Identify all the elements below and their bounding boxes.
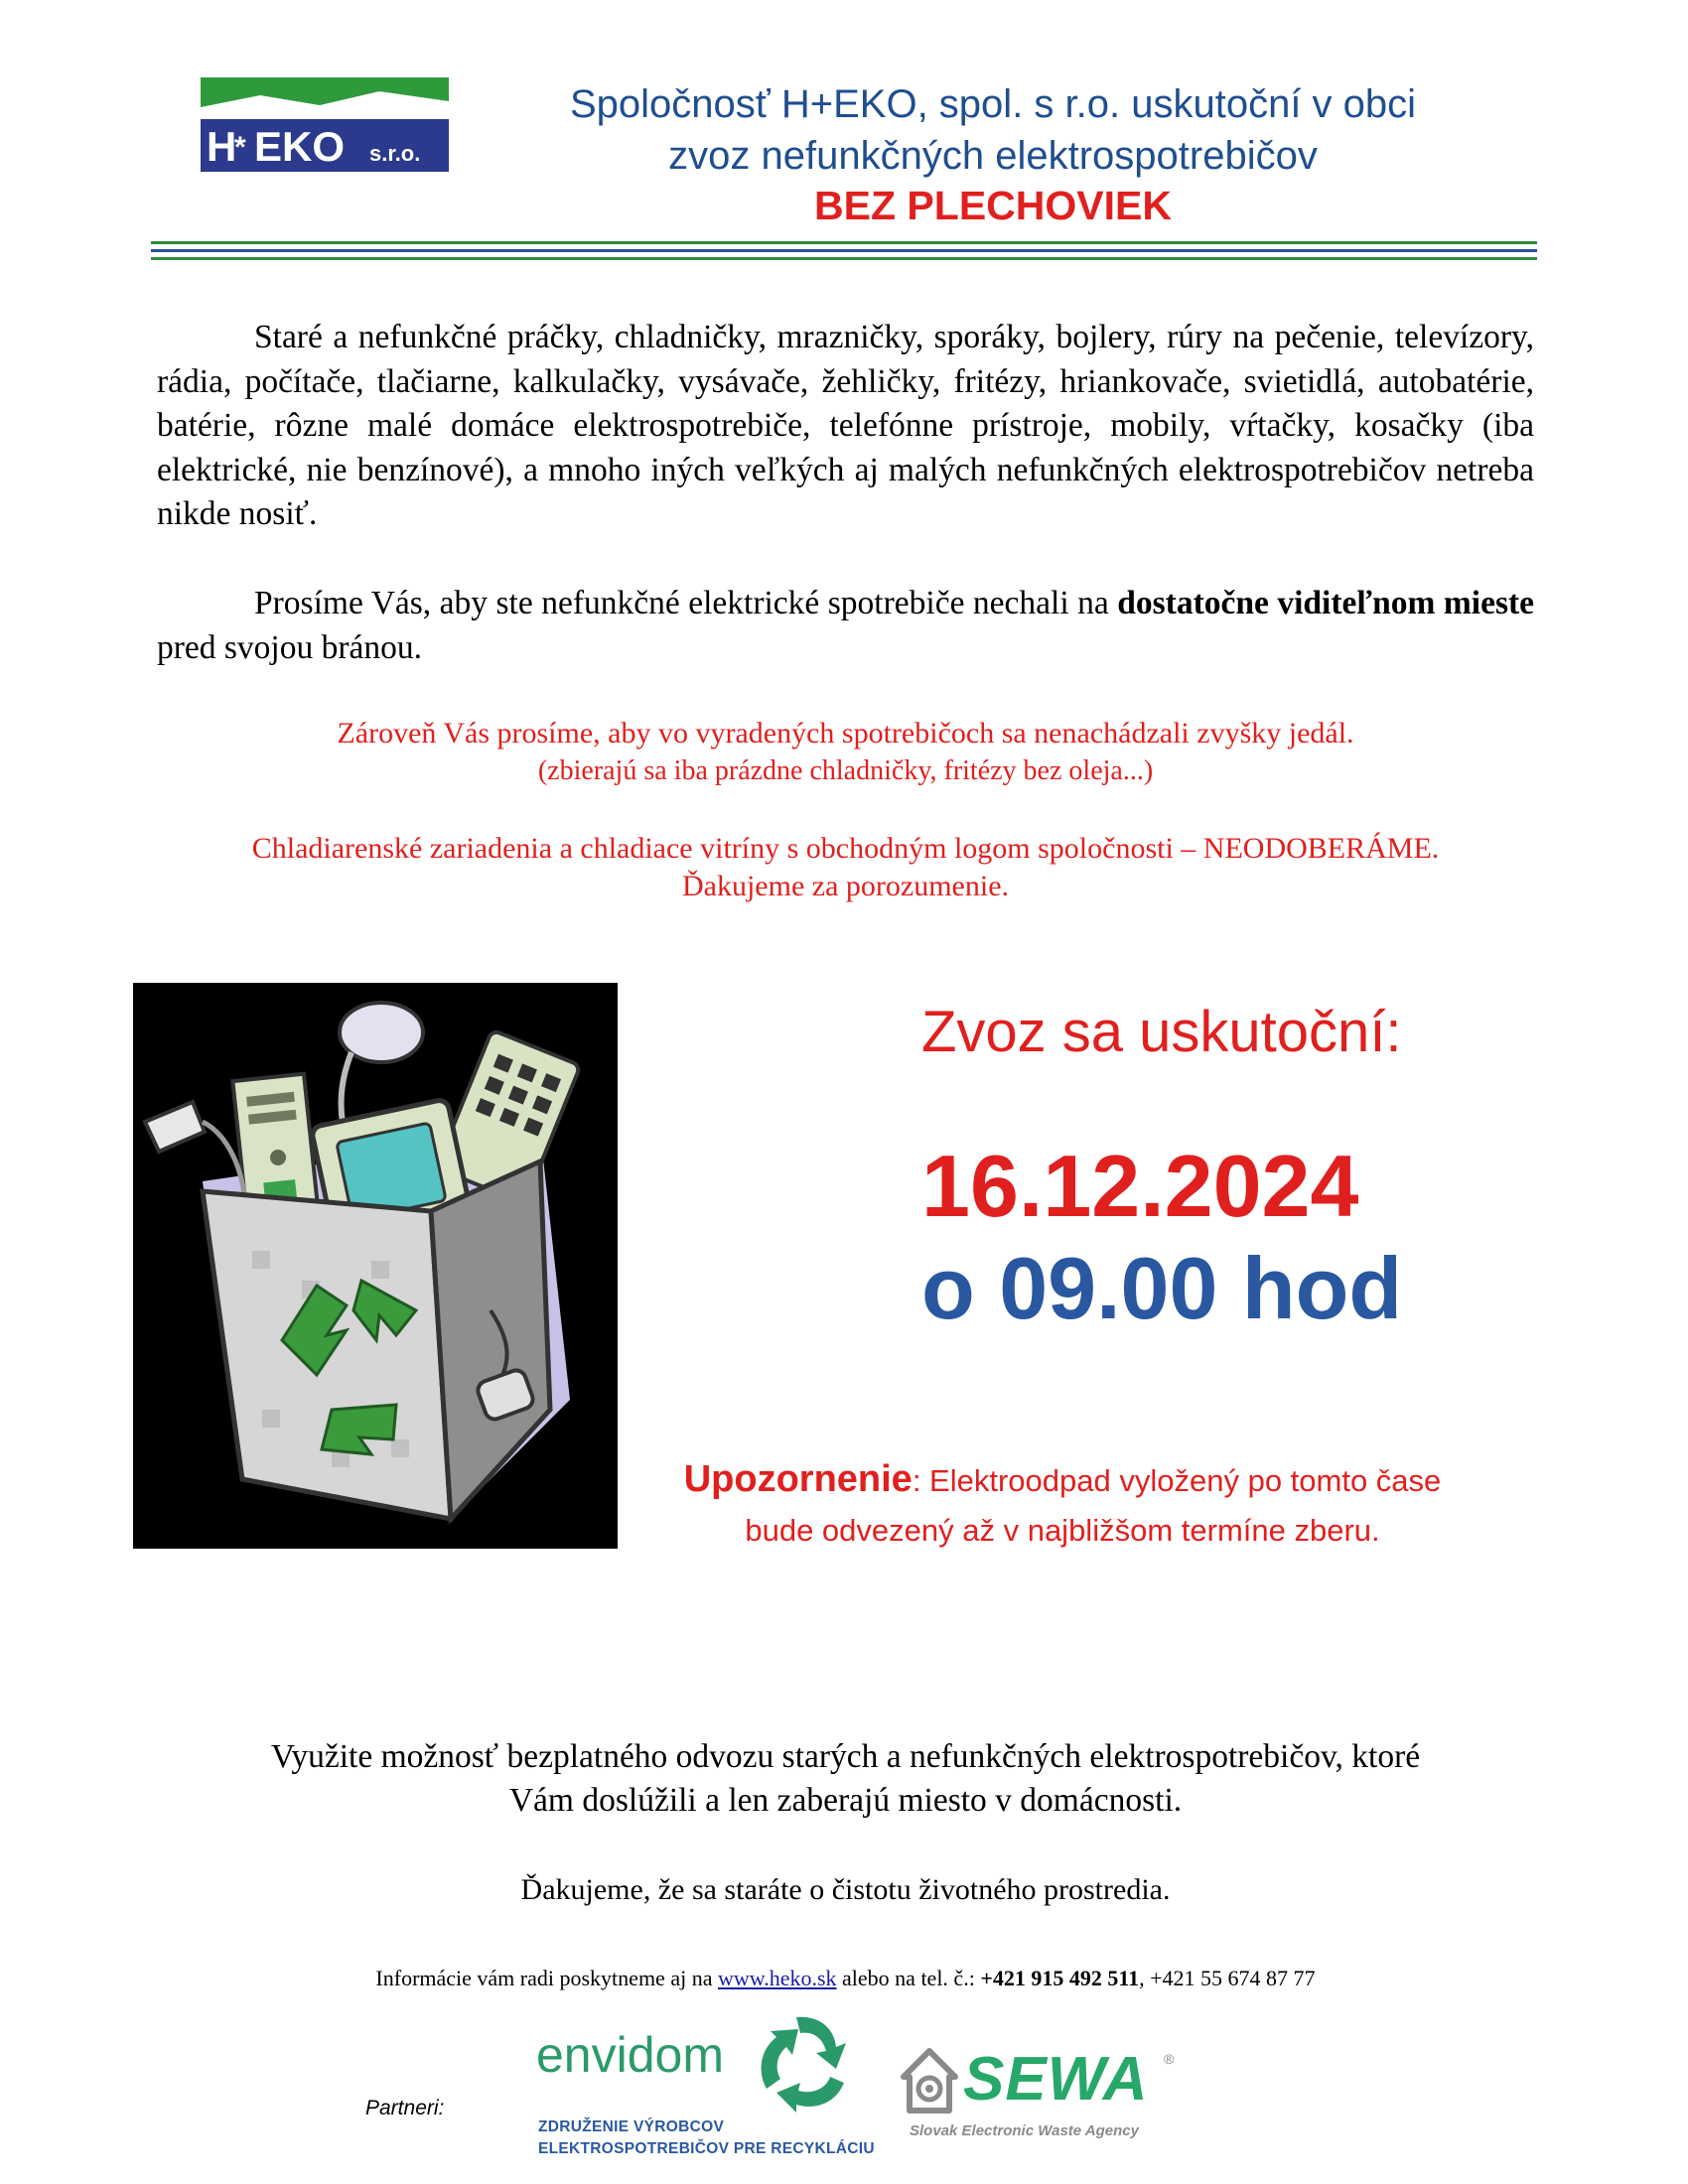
svg-text:s.r.o.: s.r.o.: [369, 141, 421, 166]
sewa-house-icon: [900, 2047, 959, 2116]
header-rule-blue: [151, 249, 1537, 252]
note-thanks: Ďakujeme za porozumenie.: [681, 870, 1010, 902]
contact-info: [157, 1964, 1534, 1993]
closing-line-2: Vám doslúžili a len zaberajú miesto v domácnosti.: [508, 1782, 1183, 1819]
envidom-subtitle-2: ELEKTROSPOTREBIČOV PRE RECYKLÁCIU: [538, 2140, 875, 2157]
closing-thanks: Ďakujeme, že sa staráte o čistotu životného prostredia.: [520, 1873, 1171, 1906]
contact-prefix: Informácie vám radi poskytneme aj na: [375, 1966, 718, 1990]
header-line-3: BEZ PLECHOVIEK: [814, 183, 1172, 228]
sewa-subtitle: Slovak Electronic Waste Agency: [910, 2122, 1139, 2139]
paragraph-request-bold: dostatočne viditeľnom mieste: [1117, 585, 1535, 621]
contact-middle: alebo na tel. č.:: [836, 1966, 981, 1990]
paragraph-request: [157, 582, 1534, 670]
closing-line-1: Využite možnosť bezplatného odvozu starých a nefunkčných elektrospotrebičov, ktoré: [270, 1738, 1421, 1775]
note-food-remains: Zároveň Vás prosíme, aby vo vyradených spotrebičoch sa nenachádzali zvyšky jedál.: [337, 717, 1354, 750]
header-rule-green-top: [151, 241, 1537, 244]
contact-phone-1: +421 915 492 511: [980, 1966, 1140, 1990]
svg-text:*: *: [234, 131, 246, 164]
paragraph-request-end: pred svojou bránou.: [157, 628, 423, 666]
header-line-2: zvoz nefunkčných elektrospotrebičov: [668, 134, 1318, 178]
sewa-registered-mark: ®: [1164, 2051, 1175, 2067]
sewa-logo-text: SEWA: [963, 2045, 1149, 2114]
warning-line-1: [635, 1454, 1489, 1506]
paragraph-appliances-text: Staré a nefunkčné práčky, chladničky, mrazničky, sporáky, bojlery, rúry na pečenie, televízory, rádia, počítače, tlačiarne, kalkulačky, vysávače, žehličky, fritézy, hriankovače, svietidlá, autobatérie, batérie, rôzne malé domáce elektrospotrebiče, telefónne prístroje, mobily, vŕtačky, kosačky (iba elektrické, nie benzínové), a mnoho iných veľkých aj malých nefunkčných elektrospotrebičov netreba nikde nosiť.: [157, 319, 1534, 532]
paragraph-appliances: [157, 316, 1534, 537]
header-line-1: Spoločnosť H+EKO, spol. s r.o. uskutoční v obci: [569, 82, 1417, 126]
contact-phone-2: , +421 55 674 87 77: [1139, 1966, 1316, 1990]
note-not-collected: Chladiarenské zariadenia a chladiace vitríny s obchodným logom spoločnosti – NEODOBERÁME.: [251, 832, 1440, 865]
schedule-date: 16.12.2024: [921, 1137, 1359, 1235]
heko-logo: [201, 77, 449, 172]
schedule-time: o 09.00 hod: [921, 1239, 1403, 1337]
partners-label: Partneri:: [365, 2097, 445, 2119]
svg-text:EKO: EKO: [254, 123, 346, 170]
warning-block: [635, 1454, 1489, 1556]
warning-text-1: : Elektroodpad vyložený po tomto čase: [912, 1463, 1442, 1498]
note-empty-only: (zbierajú sa iba prázdne chladničky, fritézy bez oleja...): [537, 755, 1154, 786]
paragraph-request-start: Prosíme Vás, aby ste nefunkčné elektrické spotrebiče nechali na: [254, 585, 1118, 621]
ewaste-bin-illustration: [133, 983, 618, 1549]
warning-label: Upozornenie: [683, 1458, 913, 1500]
warning-text-2: bude odvezený až v najbližšom termíne zberu.: [745, 1513, 1380, 1548]
header-rule-green-bottom: [151, 257, 1537, 260]
recycle-icon: [757, 2013, 852, 2113]
website-link[interactable]: www.heko.sk: [717, 1966, 837, 1990]
svg-text:H: H: [207, 123, 237, 170]
envidom-logo-text: envidom: [536, 2027, 724, 2083]
envidom-subtitle-1: ZDRUŽENIE VÝROBCOV: [538, 2118, 725, 2135]
schedule-title: Zvoz sa uskutoční:: [921, 1000, 1402, 1064]
